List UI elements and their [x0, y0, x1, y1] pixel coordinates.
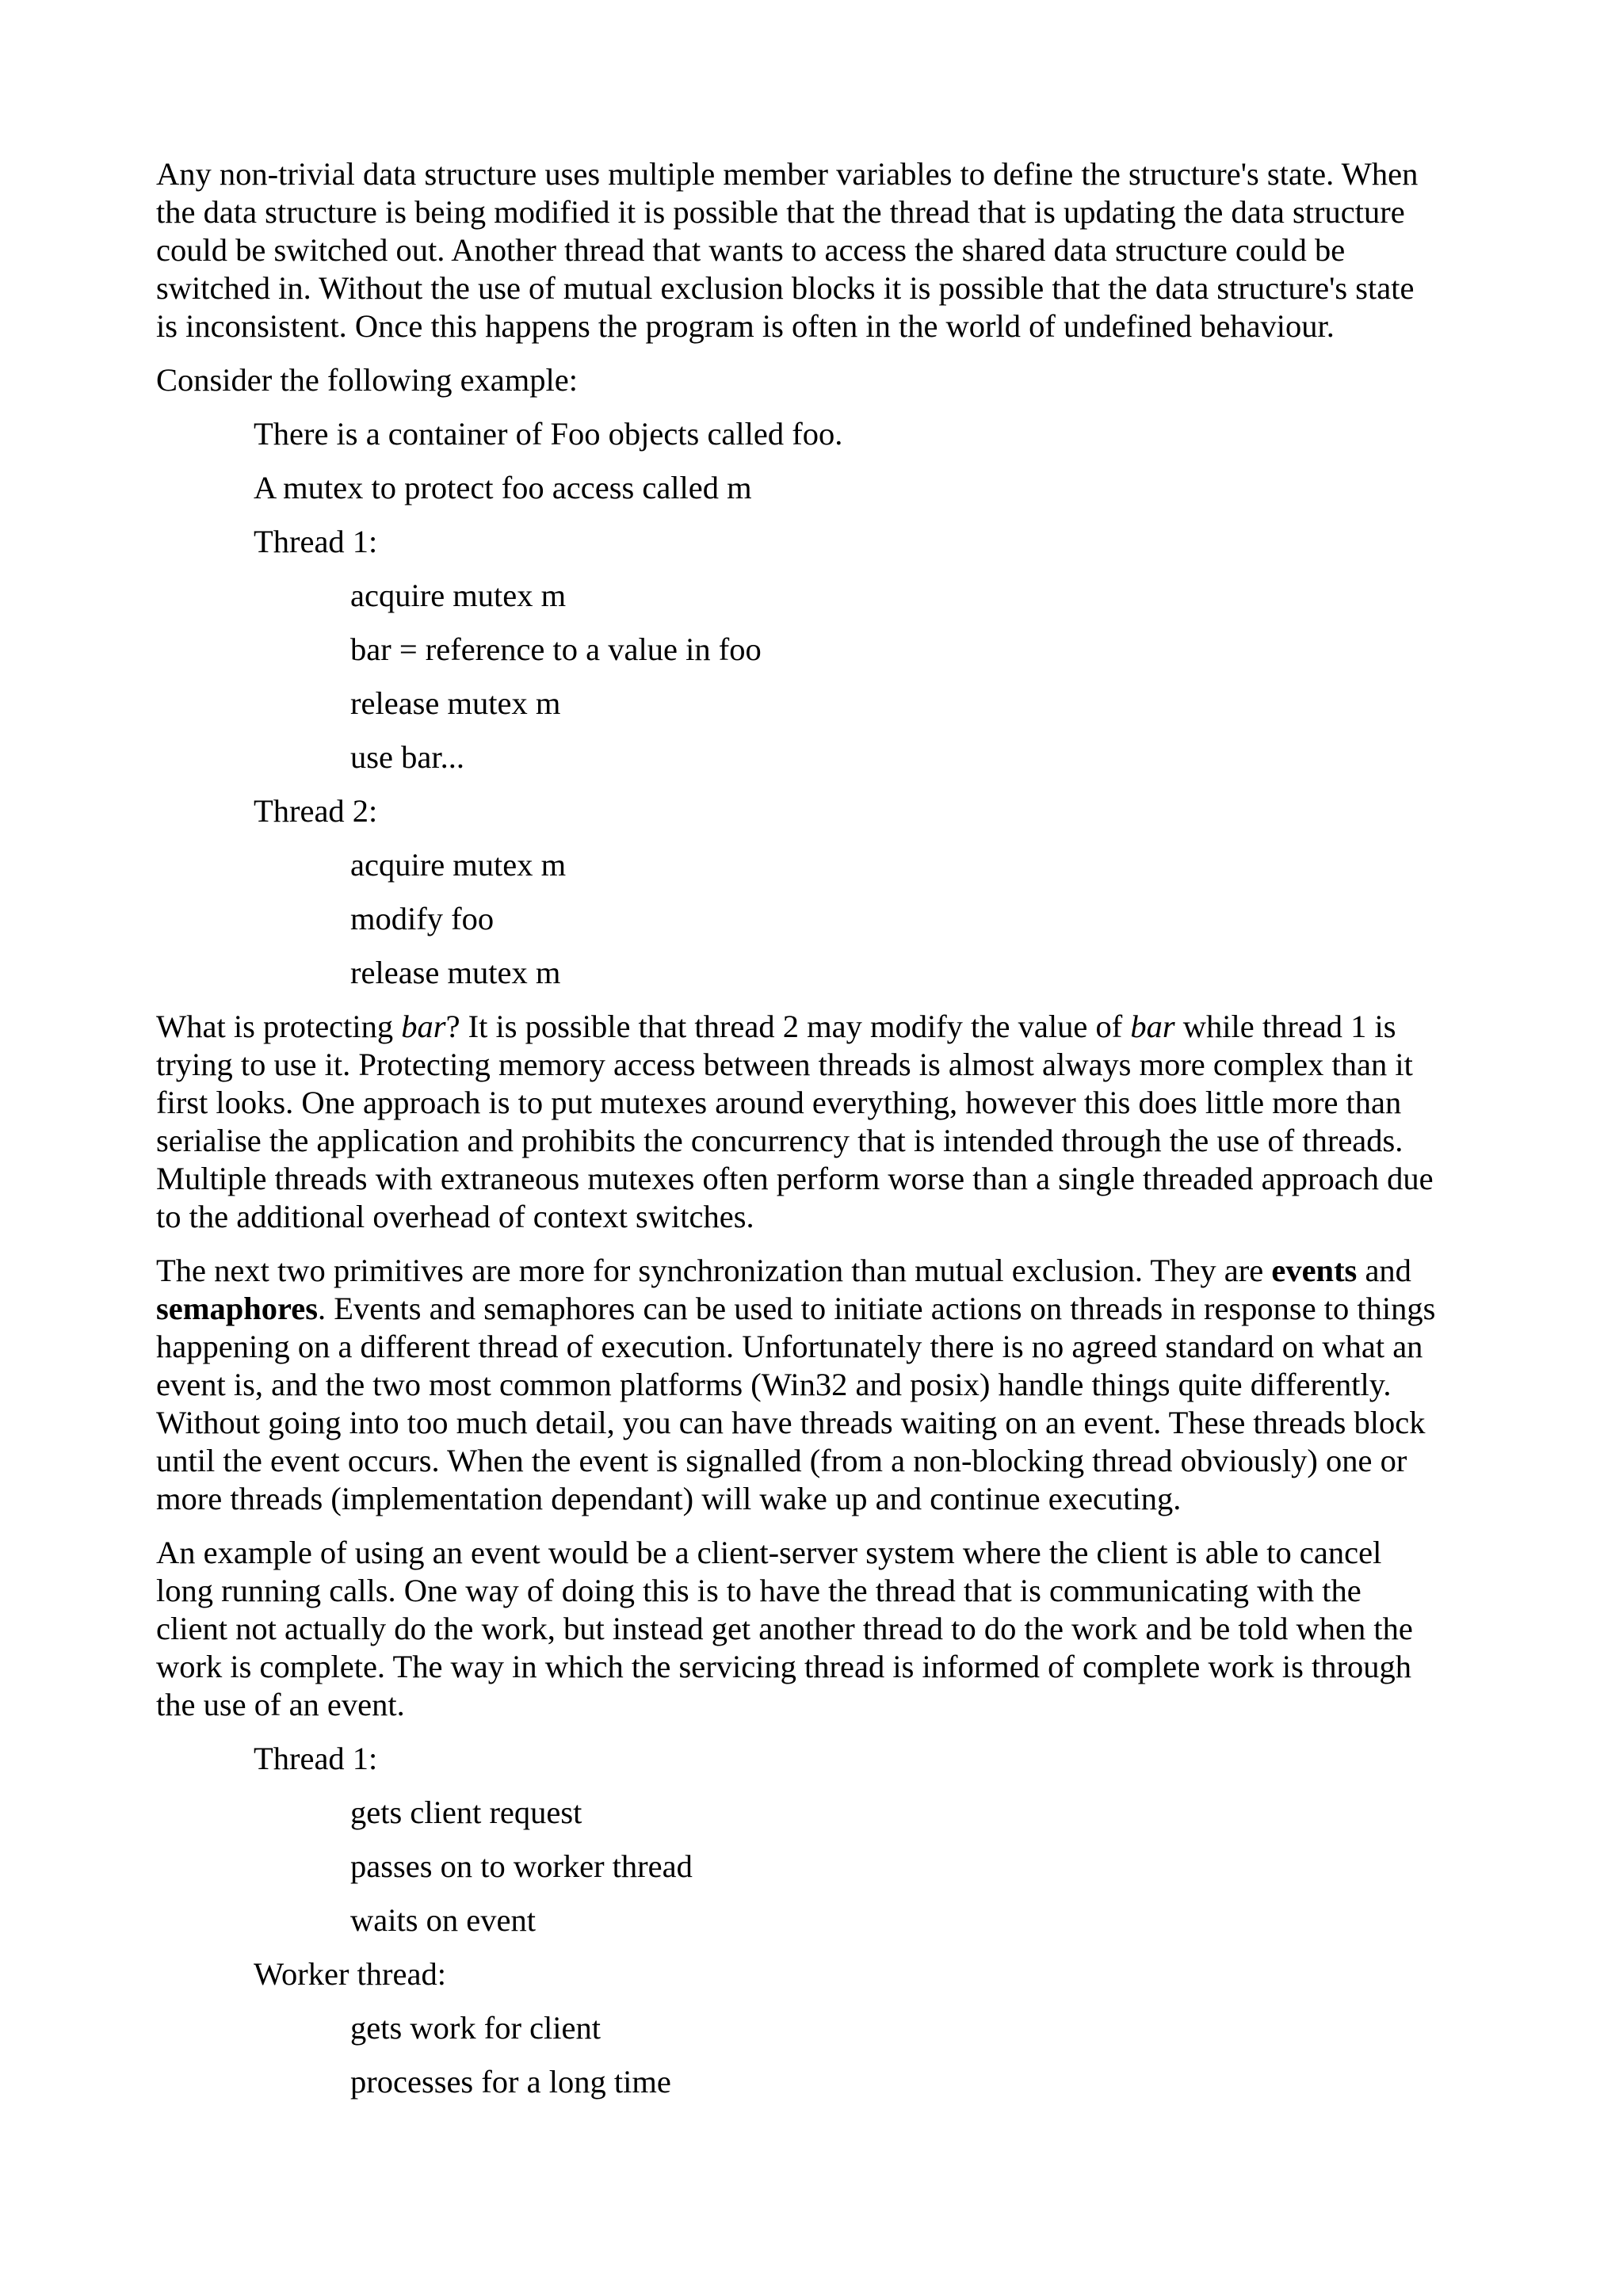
- thread2-step: release mutex m: [350, 955, 561, 990]
- semaphores-term: semaphores: [156, 1291, 319, 1326]
- worker-thread-label: Worker thread:: [254, 1956, 446, 1992]
- worker-thread-step: processes for a long time: [350, 2064, 671, 2100]
- example-mutex-line: A mutex to protect foo access called m: [254, 470, 752, 505]
- client-thread-step: gets client request: [350, 1794, 582, 1830]
- primitives-text: and: [1365, 1253, 1411, 1288]
- intro-paragraph: Any non-trivial data structure uses multiple member variables to define the structure's state. When the data structure is being modified it is possible that the thread that is updating the data structure could be switched out. Another thread that wants to access the shared data structure could be switched in. Without the use of mutual exclusion blocks it is possible that the data structure's state is inconsistent. Once this happens the program is often in the world of undefined behaviour.: [156, 156, 1419, 344]
- events-term: events: [1271, 1253, 1358, 1288]
- example-container-line: There is a container of Foo objects called foo.: [254, 416, 843, 452]
- primitives-text: . Events and semaphores can be used to initiate actions on threads in response to things happening on a different thread of execution. Unfortunately there is no agreed standard on what an event is, and the two most common platforms (Win32 and posix) handle things quite differently. Without going into too much detail, you can have threads waiting on an event. These threads block until the event occurs. When the event is signalled (from a non-blocking thread obviously) one or more threads (implementation dependant) will wake up and continue executing.: [156, 1291, 1436, 1516]
- client-thread-step: passes on to worker thread: [350, 1848, 693, 1884]
- client-thread-label: Thread 1:: [254, 1741, 378, 1776]
- client-thread-step: waits on event: [350, 1902, 536, 1938]
- thread2-step: modify foo: [350, 901, 495, 936]
- protecting-paragraph: [156, 1008, 1487, 1236]
- event-example-paragraph: An example of using an event would be a client-server system where the client is able to cancel long running calls. One way of doing this is to have the thread that is communicating with the client not actually do the work, but instead get another thread to do the work and be told when the work is complete. The way in which the servicing thread is informed of complete work is through the use of an event.: [156, 1535, 1413, 1722]
- protecting-text: ? It is possible that thread 2 may modify the value of: [445, 1009, 1131, 1044]
- consider-paragraph: Consider the following example:: [156, 362, 579, 398]
- thread1-label: Thread 1:: [254, 524, 378, 559]
- protecting-text: while thread 1 is trying to use it. Protecting memory access between threads is almost always more complex than it first looks. One approach is to put mutexes around everything, however this does little more than serialise the application and prohibits the concurrency that is intended through the use of threads. Multiple threads with extraneous mutexes often perform worse than a single threaded approach due to the additional overhead of context switches.: [156, 1009, 1434, 1234]
- thread1-step: use bar...: [350, 739, 464, 775]
- thread2-step: acquire mutex m: [350, 847, 567, 883]
- thread1-step: bar = reference to a value in foo: [350, 631, 762, 667]
- thread1-step: release mutex m: [350, 685, 561, 721]
- thread1-step: acquire mutex m: [350, 578, 567, 613]
- primitives-text: The next two primitives are more for synchronization than mutual exclusion. They are: [156, 1253, 1272, 1288]
- worker-thread-step: gets work for client: [350, 2010, 601, 2046]
- bar-emphasis: bar: [401, 1009, 446, 1044]
- document-body: [156, 155, 1487, 2117]
- protecting-text: What is protecting: [156, 1009, 402, 1044]
- thread2-label: Thread 2:: [254, 793, 378, 829]
- bar-emphasis: bar: [1130, 1009, 1175, 1044]
- primitives-paragraph: [156, 1252, 1487, 1518]
